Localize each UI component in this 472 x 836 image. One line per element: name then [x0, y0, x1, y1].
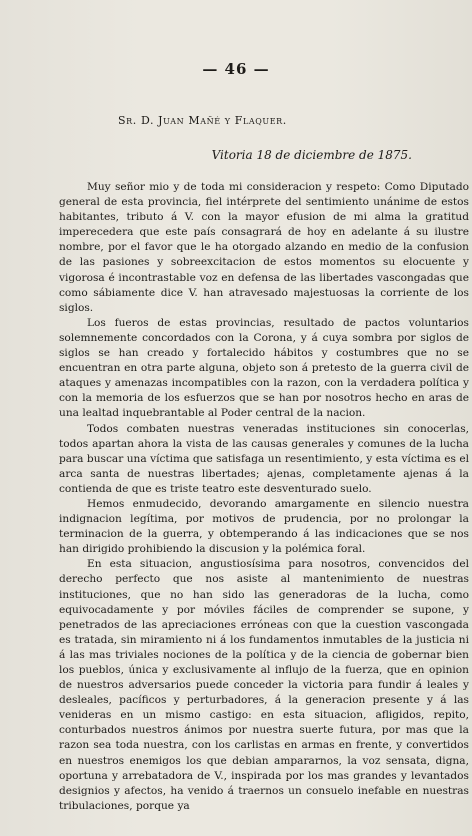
- body-paragraph: Todos combaten nuestras veneradas instituciones sin conocerlas, todos apartan ahora la vista de las causas generales y comunes de la lucha para buscar una víctima que satisfaga un resentimiento, y esta víctima es el arca santa de nuestras libertades; ajenas, completamente ajenas á la contienda de que es triste teatro este desventurado suelo.: [59, 422, 469, 495]
- letter-body: [59, 180, 469, 814]
- body-paragraph: Hemos enmudecido, devorando amargamente en silencio nuestra indignacion legítima, por motivos de prudencia, por no prolongar la terminacion de la guerra, y obtemperando á las indicaciones que se nos han dirigido prohibiendo la discusion y la polémica foral.: [59, 497, 469, 556]
- letter-date: Vitoria 18 de diciembre de 1875.: [211, 148, 412, 162]
- body-paragraph: Muy señor mio y de toda mi consideracion y respeto: Como Diputado general de esta provincia, fiel intérprete del sentimiento unánime de estos habitantes, tributo á V. con la mayor efusion de mi alma la gratitud imperecedera que este país consagrará de hoy en adelante á su ilustre nombre, por el favor que le ha otorgado alzando en medio de la confusion de las pasiones y sobreexcitacion de estos momentos su elocuente y vigorosa é incontrastable voz en defensa de las libertades vascongadas que como sábiamente dice V. han atravesado majestuosas la corriente de los siglos.: [59, 181, 469, 314]
- body-paragraph: Los fueros de estas provincias, resultado de pactos voluntarios solemnemente concordados con la Corona, y á cuya sombra por siglos de siglos se han creado y fortalecido hábitos y costumbres que no se encuentran en otra parte alguna, objeto son á pretesto de la guerra civil de ataques y amenazas incompatibles con la razon, con la verdadera política y con la memoria de los esfuerzos que se han por nosotros hecho en aras de una lealtad inquebrantable al Poder central de la nacion.: [59, 316, 469, 420]
- page-number: — 46 —: [202, 60, 270, 78]
- letter-addressee: Sr. D. Juan Mañé y Flaquer.: [118, 114, 287, 127]
- body-paragraph: En esta situacion, angustiosísima para nosotros, convencidos del derecho perfecto que nos asiste al mantenimiento de nuestras instituciones, que no han sido las generadoras de la lucha, como equivocadamente y por móviles fáciles de comprender se supone, y penetrados de las apreciaciones erróneas con que la cuestion vascongada es tratada, sin miramiento ni á los fundamentos inmutables de la justicia ni á las mas triviales nociones de la política y de la ciencia de gobernar bien los pueblos, única y exclusivamente al influjo de la fuerza, que en opinion de nuestros adversarios puede conceder la victoria para fundir á leales y desleales, pacíficos y perturbadores, á la generacion presente y á las venideras en un mismo castigo: en esta situacion, afligidos, repito, conturbados nuestros ánimos por nuestra suerte futura, por mas que la razon sea toda nuestra, con los carlistas en armas en frente, y convertidos en nuestros enemigos los que debian ampararnos, la voz sensata, digna, oportuna y arrebatadora de V., inspirada por los mas grandes y levantados designios y afectos, ha venido á traernos un consuelo inefable en nuestras tribulaciones, porque ya: [59, 558, 469, 812]
